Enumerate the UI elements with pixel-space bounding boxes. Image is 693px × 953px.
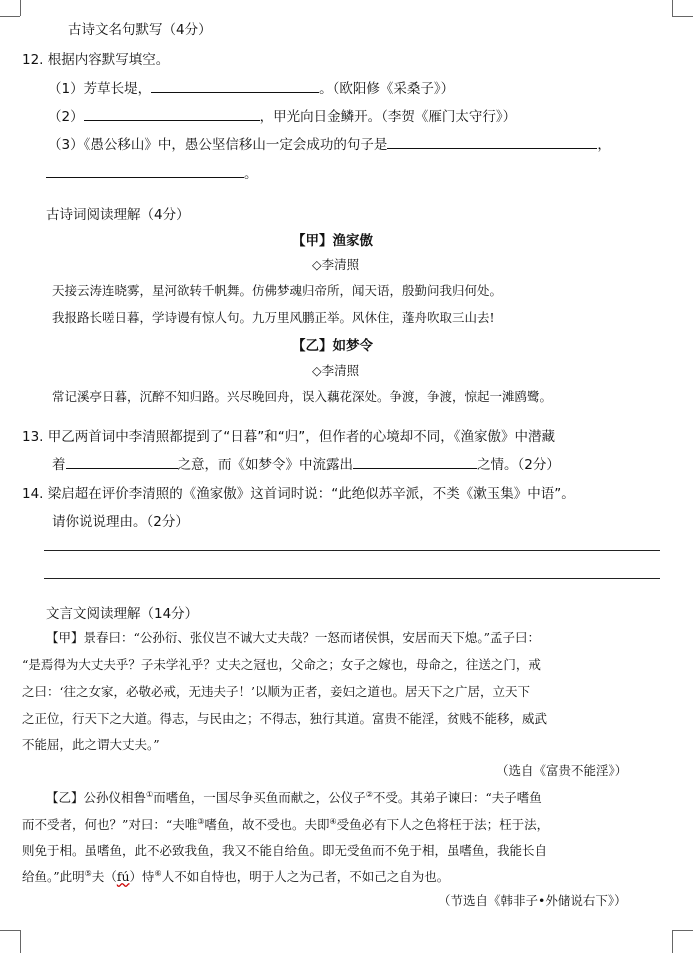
text-b-line-1: 【乙】公孙仪相鲁①而嗜鱼，一国尽争买鱼而献之，公仪子②不受。其弟子谏曰：“夫子嗜鱼 [46, 789, 542, 805]
section-title-wenyan: 文言文阅读理解（14分） [46, 606, 199, 622]
text-a-line-5: 不能屈，此之谓大丈夫。” [22, 737, 160, 752]
question-number: 14. [22, 486, 44, 502]
section-title-ci: 古诗词阅读理解（4分） [46, 207, 190, 223]
footnote-marker: ④ [329, 816, 337, 826]
poem-b-title: 【乙】如梦令 [292, 338, 373, 354]
footnote-marker: ③ [197, 816, 205, 826]
answer-blank[interactable] [46, 165, 244, 178]
question-number: 12. [22, 52, 44, 68]
answer-line-1[interactable] [44, 550, 660, 551]
pinyin-annotation: fú [116, 869, 130, 884]
question-12-stem [22, 48, 169, 68]
crop-mark-top-right-v [672, 0, 673, 16]
question-14-line-2: 请你说说理由。（2分） [52, 514, 189, 530]
text-a-source: （选自《富贵不能淫》） [496, 763, 628, 778]
question-12-line-4: 。 [46, 162, 258, 182]
poem-a-title: 【甲】渔家傲 [292, 233, 373, 249]
poem-b-author: ◇李清照 [312, 363, 360, 378]
crop-mark-bottom-right-h [672, 930, 693, 931]
text-b-source: （节选自《韩非子•外储说右下》） [438, 893, 627, 908]
poem-a-line-1: 天接云涛连晓雾，星河欲转千帆舞。仿佛梦魂归帝所，闻天语，殷勤问我归何处。 [52, 283, 503, 298]
crop-mark-top-right-h [672, 16, 693, 17]
question-13-line-2: 着 之意，而《如梦令》中流露出 之情。（2分） [52, 457, 560, 473]
question-number: 13. [22, 429, 44, 445]
footnote-marker: ⑥ [154, 868, 162, 878]
poem-b-line-1: 常记溪亭日暮，沉醉不知归路。兴尽晚回舟，误入藕花深处。争渡，争渡，惊起一滩鸥鹭。 [52, 389, 553, 404]
crop-mark-bottom-left-v [20, 930, 21, 953]
crop-mark-top-left-v [20, 0, 21, 16]
footnote-marker: ① [146, 789, 154, 799]
question-14-line-1: 14. 梁启超在评价李清照的《渔家傲》这首词时说：“此绝似苏辛派，不类《漱玉集》中语”。 [22, 486, 575, 502]
crop-mark-top-left-h [0, 16, 20, 17]
text-a-line-3: 之曰：‘往之女家，必敬必戒，无违夫子！’以顺为正者，妾妇之道也。居天下之广居，立天下 [22, 684, 530, 699]
text-b-line-2: 而不受者，何也？”对曰：“夫唯③嗜鱼，故不受也。夫即④受鱼必有下人之色将枉于法；枉于法， [22, 816, 550, 832]
answer-line-2[interactable] [44, 578, 660, 579]
crop-mark-bottom-left-h [0, 930, 20, 931]
poem-a-author: ◇李清照 [312, 257, 360, 272]
answer-blank[interactable] [151, 80, 319, 93]
answer-blank[interactable] [353, 456, 477, 469]
text-a-line-1: 【甲】景春曰：“公孙衍、张仪岂不诚大丈夫哉？一怒而诸侯惧，安居而天下熄。”孟子曰： [46, 630, 541, 645]
question-12-line-2: （2） ，甲光向日金鳞开。（李贺《雁门太守行》） [48, 109, 517, 125]
text-b-line-3: 则免于相。虽嗜鱼，此不必致我鱼，我又不能自给鱼。即无受鱼而不免于相，虽嗜鱼，我能长自 [22, 843, 548, 858]
answer-blank[interactable] [66, 456, 178, 469]
poem-a-line-2: 我报路长嗟日暮，学诗谩有惊人句。九万里风鹏正举。风休住，蓬舟吹取三山去! [52, 310, 495, 325]
text-b-line-4: 给鱼。”此明⑤夫（fú）恃⑥人不如自恃也，明于人之为己者，不如己之自为也。 [22, 868, 450, 884]
crop-mark-bottom-right-v [672, 930, 673, 953]
text-a-line-4: 之正位，行天下之大道。得志，与民由之；不得志，独行其道。富贵不能淫，贫贱不能移，威武 [22, 711, 548, 726]
text-a-line-2: “是焉得为大丈夫乎？子未学礼乎？丈夫之冠也，父命之；女子之嫁也，母命之，往送之门，戒 [22, 657, 541, 672]
section-title-poetry-fill: 古诗文名句默写（4分） [68, 22, 212, 38]
question-12-line-1: （1）芳草长堤， 。（欧阳修《采桑子》） [48, 81, 455, 97]
footnote-marker: ⑤ [84, 868, 92, 878]
question-13-line-1: 13. 甲乙两首词中李清照都提到了“日暮”和“归”，但作者的心境却不同，《渔家傲》中潜藏 [22, 429, 556, 445]
footnote-marker: ② [365, 789, 373, 799]
question-text: 根据内容默写填空。 [47, 52, 170, 68]
answer-blank[interactable] [387, 136, 597, 149]
answer-blank[interactable] [84, 108, 260, 121]
question-12-line-3: （3）《愚公移山》中，愚公坚信移山一定会成功的句子是 ， [48, 137, 611, 153]
